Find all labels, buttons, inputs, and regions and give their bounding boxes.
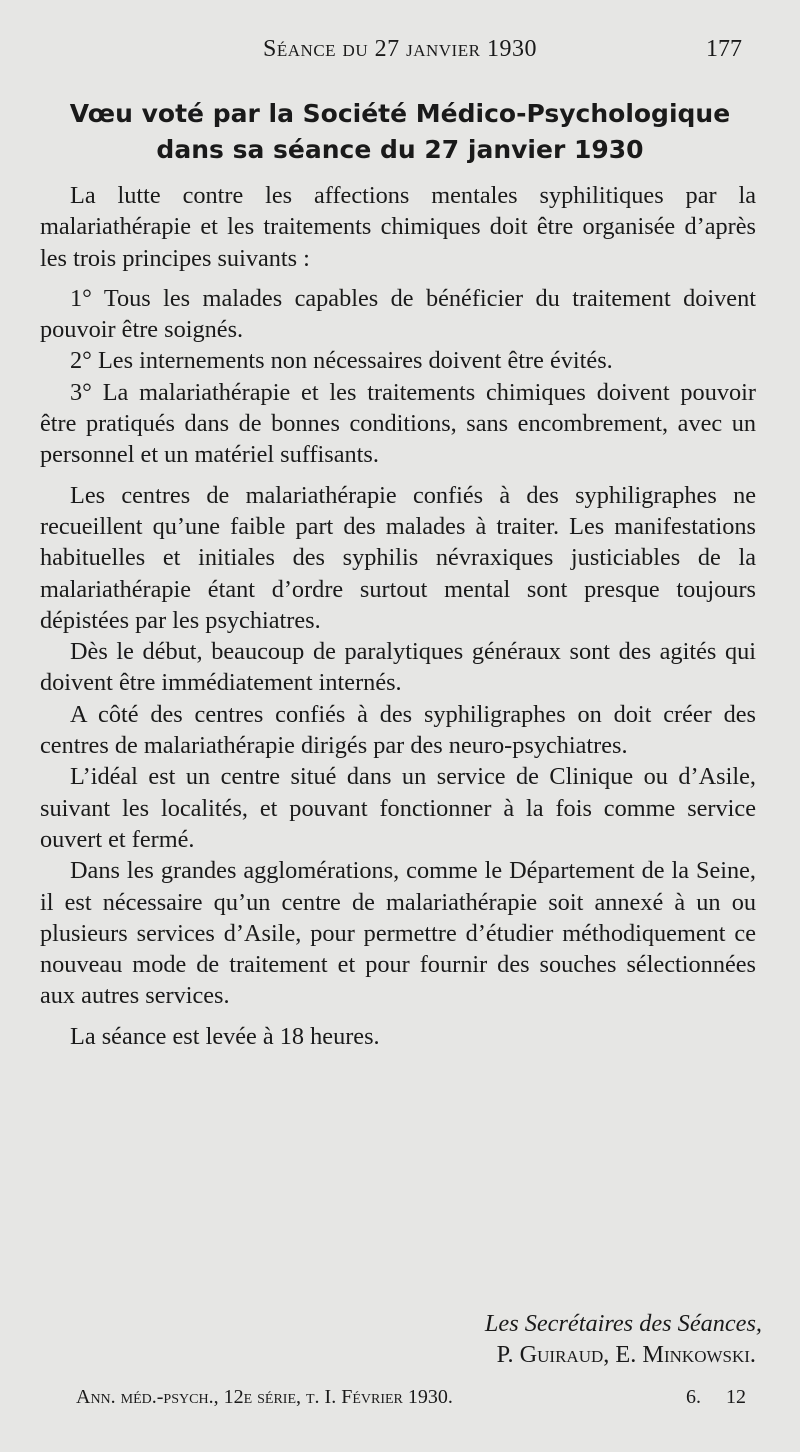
journal-citation: Ann. méd.-psych., 12e série, t. I. Février 1930. xyxy=(76,1386,453,1408)
heading-line-1: Vœu voté par la Société Médico-Psychologique xyxy=(69,99,731,128)
paragraph-closing: La séance est levée à 18 heures. xyxy=(70,1022,380,1050)
paragraph-paralytiques: Dès le début, beaucoup de paralytiques généraux sont des agités qui doivent être immédiatement internés. xyxy=(40,638,756,697)
principle-1: 1° Tous les malades capables de bénéficier du traitement doivent pouvoir être soignés. xyxy=(40,284,756,344)
body-text xyxy=(40,180,756,1052)
signature-role: Les Secrétaires des Séances, xyxy=(484,1310,762,1337)
paragraph-agglomerations: Dans les grandes agglomérations, comme le Département de la Seine, il est nécessaire qu’un centre de malariathérapie soit annexé à un ou plusieurs services d’Asile, pour permettre d’étudier méthodiquement ce nouveau mode de traitement et pour fournir des souches sélectionnées aux autres services. xyxy=(40,857,756,1010)
signature-mark: 6. 12 xyxy=(686,1386,746,1408)
paragraph-centres: Les centres de malariathérapie confiés à des syphiligraphes ne recueillent qu’une faible part des malades à traiter. Les manifestations habituelles et initiales des syphilis névraxiques justiciables de la malariathérapie étant d’ordre surtout mental sont presque toujours dépistées par les psychiatres. xyxy=(40,481,756,634)
paragraph-neuro-psychiatres: A côté des centres confiés à des syphiligraphes on doit créer des centres de malariathérapie dirigés par des neuro-psychiatres. xyxy=(40,700,756,760)
principle-3: 3° La malariathérapie et les traitements chimiques doivent pouvoir être pratiqués dans de bonnes conditions, sans encombrement, avec un personnel et un matériel suffisants. xyxy=(40,378,756,469)
resolution-heading xyxy=(40,96,760,168)
signature-names: P. Guiraud, E. Minkowski. xyxy=(496,1341,756,1368)
running-head-title: Séance du 27 janvier 1930 xyxy=(263,36,537,62)
signature-block xyxy=(262,1308,762,1370)
paragraph-intro: La lutte contre les affections mentales syphilitiques par la malariathérapie et les traitements chimiques doit être organisée d’après les trois principes suivants : xyxy=(40,182,756,272)
running-head xyxy=(0,36,800,70)
principle-2: 2° Les internements non nécessaires doivent être évités. xyxy=(70,347,613,375)
page-number: 177 xyxy=(706,36,742,62)
page-footer xyxy=(76,1386,746,1416)
paragraph-ideal: L’idéal est un centre situé dans un service de Clinique ou d’Asile, suivant les localités, et pouvant fonctionner à la fois comme service ouvert et fermé. xyxy=(40,763,756,853)
heading-line-2: dans sa séance du 27 janvier 1930 xyxy=(156,135,644,164)
